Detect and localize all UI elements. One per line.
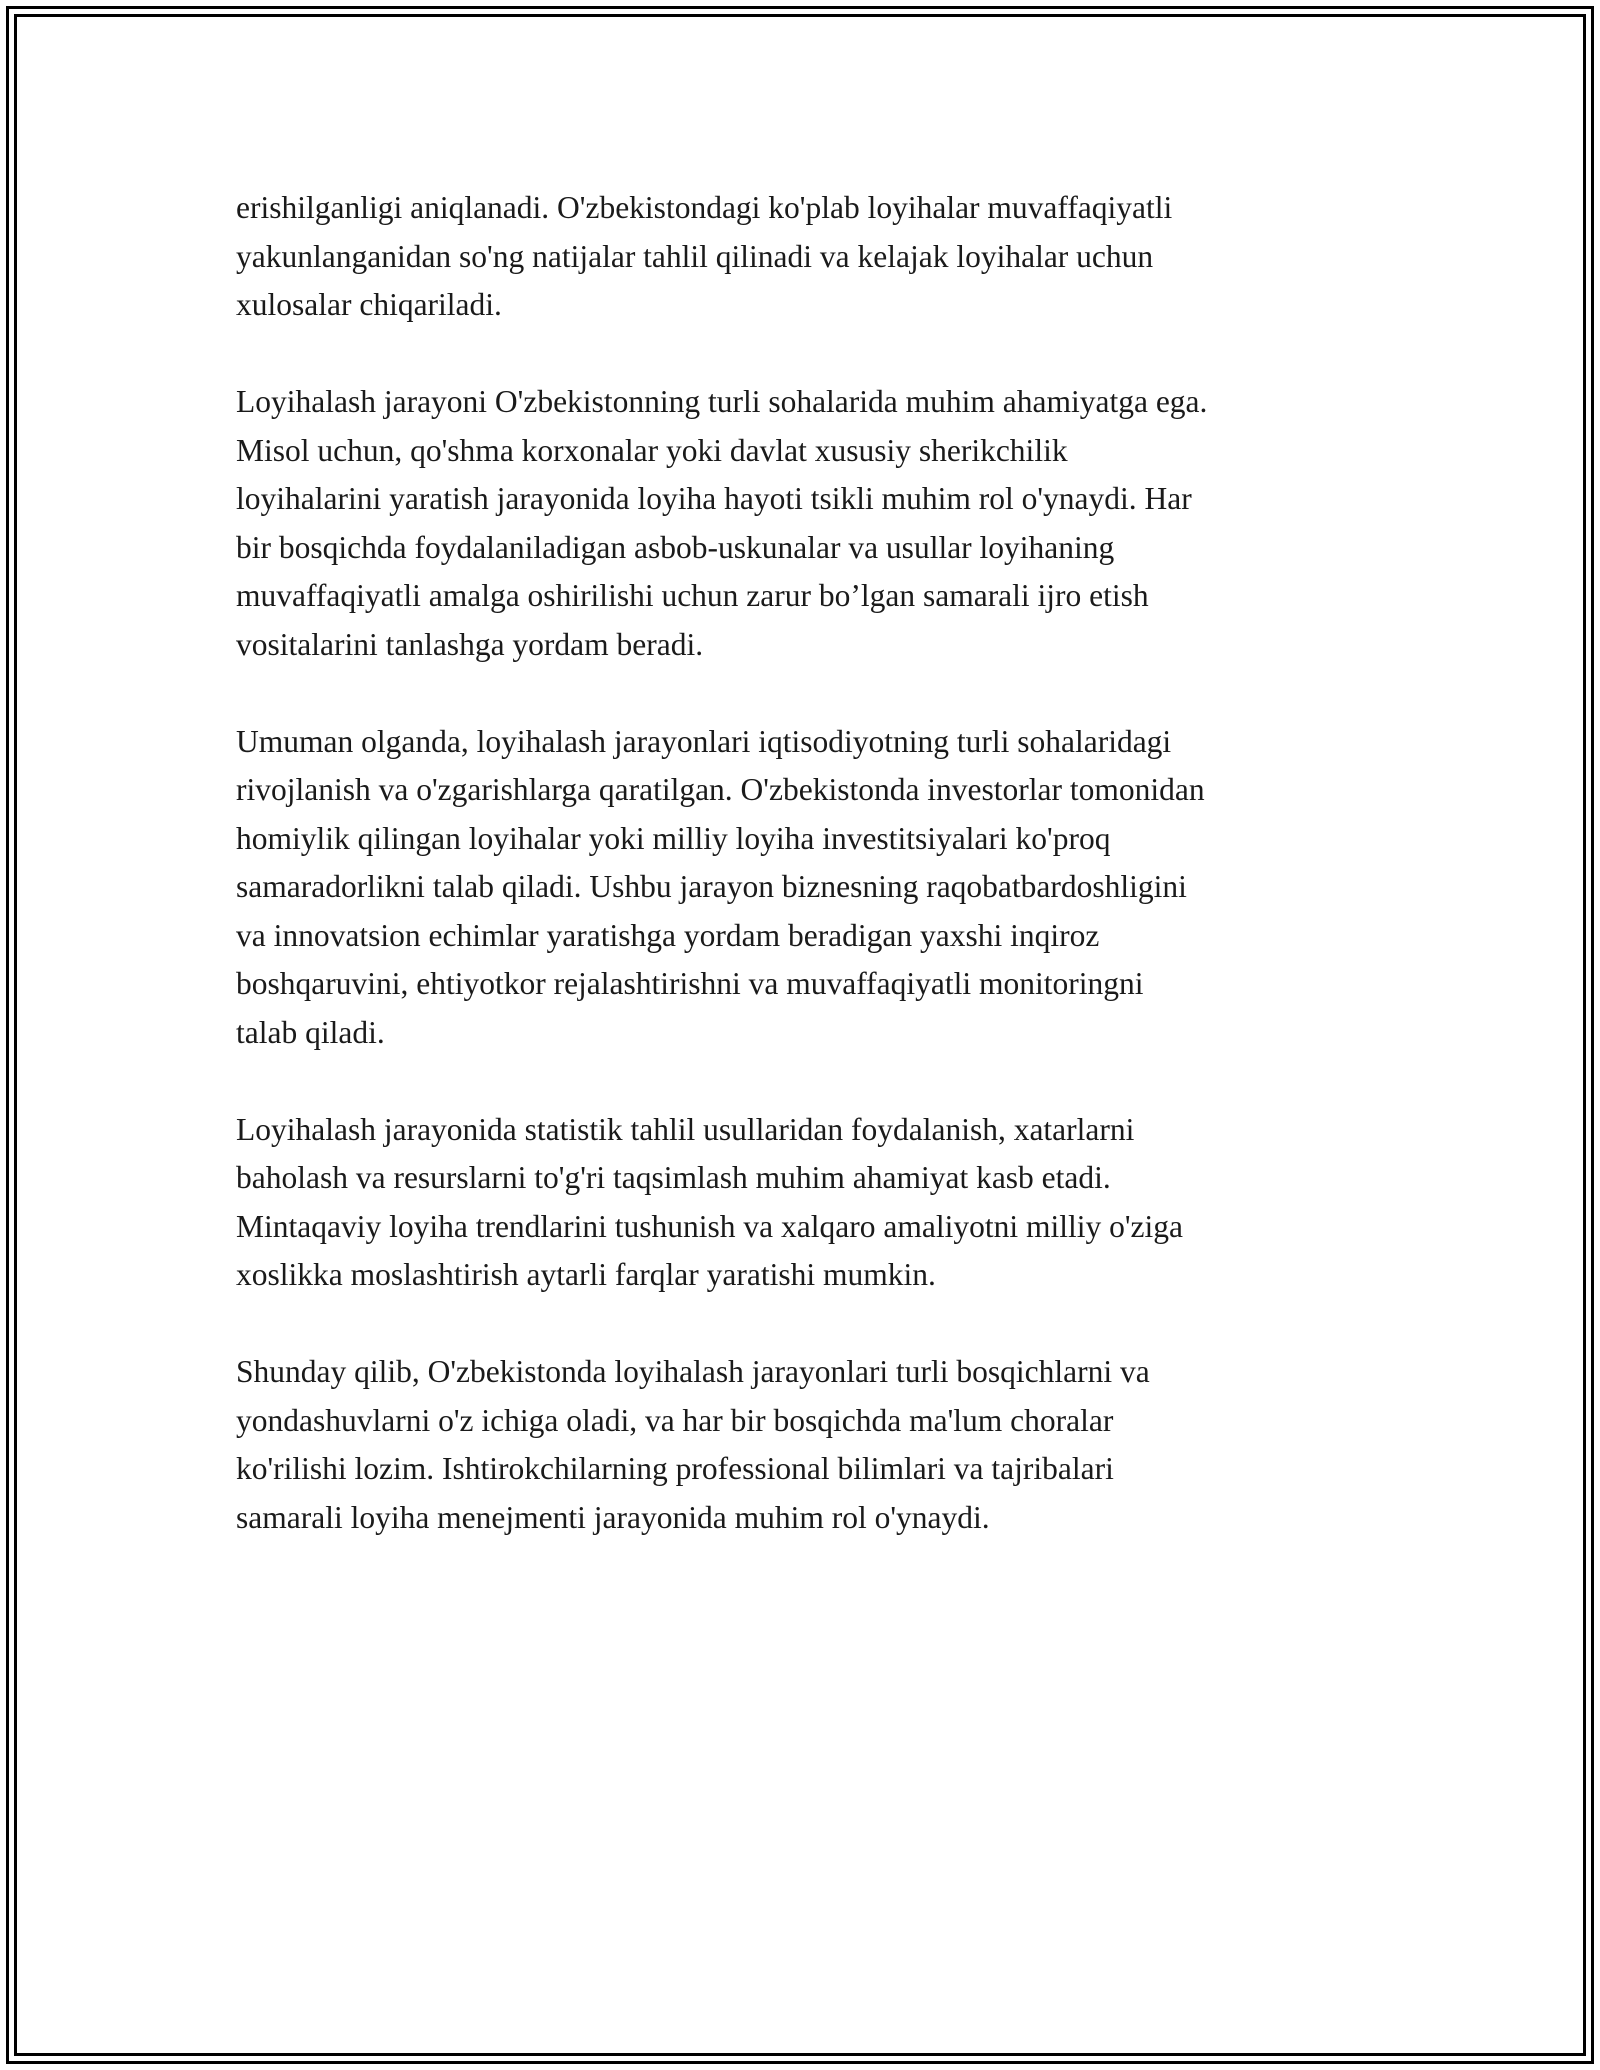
paragraph: erishilganligi aniqlanadi. O'zbekistondagi ko'plab loyihalar muvaffaqiyatli yakunlanganidan so'ng natijalar tahlil qilinadi va kelajak loyihalar uchun xulosalar chiqariladi. (236, 190, 1173, 322)
paragraph: Shunday qilib, O'zbekistonda loyihalash jarayonlari turli bosqichlarni va yondashuvlarni o'z ichiga oladi, va har bir bosqichda ma'lum choralar ko'rilishi lozim. Ishtirokchilarning professional bilimlari va tajribalari samarali loyiha menejmenti jarayonida muhim rol o'ynaydi. (236, 1354, 1150, 1535)
paragraph: Loyihalash jarayoni O'zbekistonning turli sohalarida muhim ahamiyatga ega. Misol uchun, qo'shma korxonalar yoki davlat xususiy sherikchilik loyihalarini yaratish jarayonida loyiha hayoti tsikli muhim rol o'ynaydi. Har bir bosqichda foydalaniladigan asbob-uskunalar va usullar loyihaning muvaffaqiyatli amalga oshirilishi uchun zarur bo’lgan samarali ijro etish vositalarini tanlashga yordam beradi. (236, 384, 1208, 662)
paragraph: Umuman olganda, loyihalash jarayonlari iqtisodiyotning turli sohalaridagi rivojlanish va o'zgarishlarga qaratilgan. O'zbekistonda investorlar tomonidan homiylik qilingan loyihalar yoki milliy loyiha investitsiyalari ko'proq samaradorlikni talab qiladi. Ushbu jarayon biznesning raqobatbardoshligini va innovatsion echimlar yaratishga yordam beradigan yaxshi inqiroz boshqaruvini, ehtiyotkor rejalashtirishni va muvaffaqiyatli monitoringni talab qiladi. (236, 723, 1205, 1050)
document-body (236, 184, 1386, 1591)
paragraph: Loyihalash jarayonida statistik tahlil usullaridan foydalanish, xatarlarni baholash va resurslarni to'g'ri taqsimlash muhim ahamiyat kasb etadi. Mintaqaviy loyiha trendlarini tushunish va xalqaro amaliyotni milliy o'ziga xoslikka moslashtirish aytarli farqlar yaratishi mumkin. (236, 1111, 1183, 1292)
